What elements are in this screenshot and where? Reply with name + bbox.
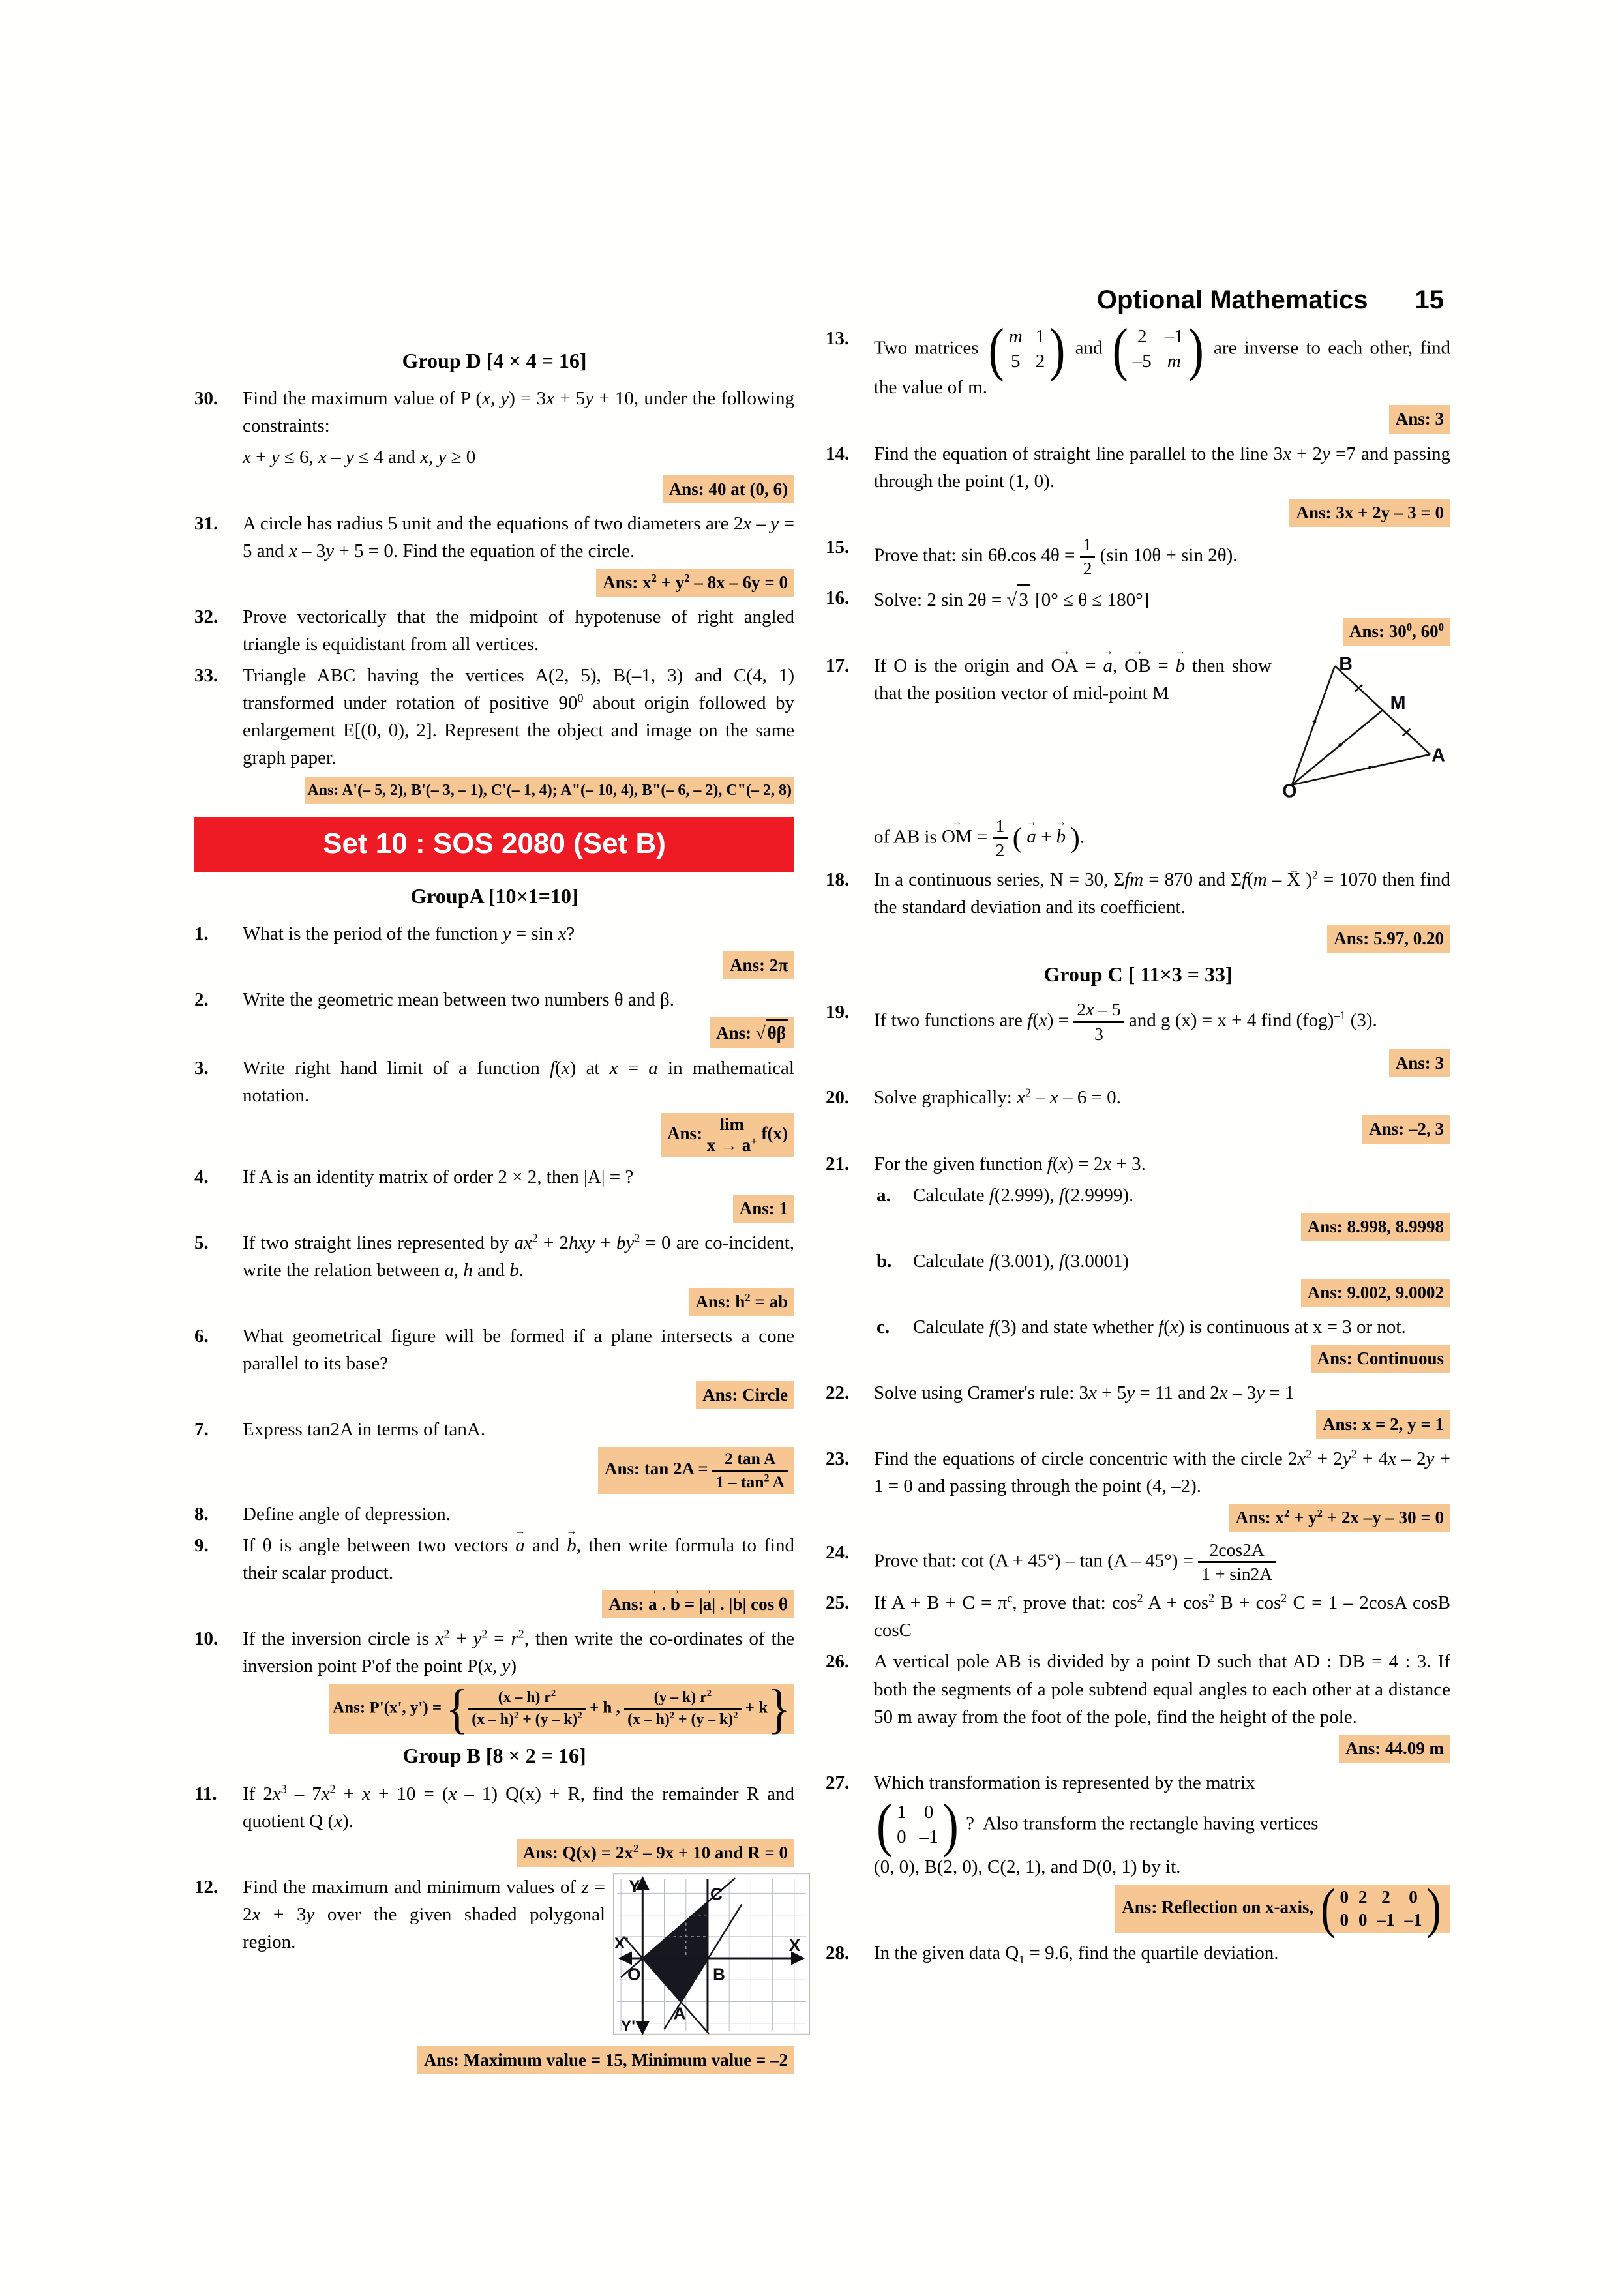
problem-25-text: If $A + B + C = \pi^c$, prove that: $\cos^2 A + \cos^2 B + \cos^2 C = 1 - 2\cos A$ cosB cosC	[874, 1591, 1450, 1641]
problem-22	[826, 1379, 1450, 1407]
problem-24-number: 24.	[826, 1542, 850, 1563]
problem-33-number: 33.	[194, 665, 218, 686]
problem-2-number: 2.	[194, 989, 209, 1011]
problem-8	[194, 1500, 794, 1528]
problem-20-number: 20.	[826, 1087, 850, 1109]
problem-6-number: 6.	[194, 1326, 209, 1347]
triangle-figure	[1282, 652, 1448, 809]
answer-13: Ans: 3	[1389, 405, 1450, 433]
answer-19: Ans: 3	[1389, 1049, 1450, 1077]
problem-3-text: Write right hand limit of a function f(x) at x = a in mathematical notation.	[243, 1057, 794, 1106]
polygon-graph-figure	[613, 1873, 810, 2042]
answer-22: Ans: x = 2, y = 1	[1316, 1410, 1450, 1439]
answer-26: Ans: 44.09 m	[1339, 1735, 1450, 1763]
problem-25	[826, 1589, 1450, 1644]
problem-9	[194, 1532, 794, 1587]
triangle-label-o: O	[1282, 781, 1297, 801]
problem-19-number: 19.	[826, 1002, 850, 1023]
problem-23-number: 23.	[826, 1448, 850, 1470]
problem-20	[826, 1084, 1450, 1111]
answer-33: Ans: A'(– 5, 2), B'(– 3, – 1), C'(– 1, 4); A"(– 10, 4), B"(– 6, – 2), C"(– 2, 8)	[305, 777, 794, 804]
answer-31: Ans: $x^2 + y^2 - 8x - 6y = 0$	[596, 569, 794, 597]
problem-17-text: If O is the origin and OA → = a →, OB → = b → then show that the position vector of mid-point M	[874, 652, 1272, 707]
group-a-heading: GroupA [10×1=10]	[410, 884, 578, 908]
problem-24	[826, 1539, 1450, 1586]
triangle-svg	[1282, 652, 1448, 801]
answer-1: Ans: 2π	[723, 951, 794, 979]
answer-20: Ans: –2, 3	[1362, 1115, 1450, 1143]
problem-5-text: If two straight lines represented by $ax^2 + 2hxy + by^2 = 0$ are co-incident, write the relation between a, h and b.	[243, 1231, 795, 1281]
problem-17-number: 17.	[826, 655, 850, 676]
problem-32-text: Prove vectorically that the midpoint of hypotenuse of right angled triangle is equidistant from all vertices.	[243, 606, 794, 655]
problem-11-number: 11.	[194, 1783, 217, 1804]
problem-13-text: Two matrices ( m 1 5 2 ) and ( 2 –1 –5 m ) are inverse to each other, find the value of m.	[874, 316, 1450, 398]
problem-26	[826, 1648, 1450, 1730]
answer-2: Ans: √ θβ	[710, 1017, 794, 1047]
problem-25-number: 25.	[826, 1592, 850, 1614]
answer-10: Ans: P'(x', y') = { $\frac{(x - h) r^2}{(x - h)^2 + (y - k)^2}$ + h , $\frac{(y - k) r^2}{(x - h)^2 + (y - k)^2}$ + k}	[329, 1684, 794, 1734]
problem-22-number: 22.	[826, 1382, 850, 1404]
problem-6-text: What geometrical figure will be formed if a plane intersects a cone parallel to its base?	[243, 1326, 794, 1375]
answer-6: Ans: Circle	[696, 1381, 794, 1409]
problem-31-number: 31.	[194, 513, 218, 534]
problem-10-number: 10.	[194, 1628, 218, 1649]
problem-21c	[876, 1313, 1450, 1341]
problem-12-text: Find the maximum and minimum values of z = 2x + 3y over the given shaded polygonal region.	[243, 1876, 605, 1952]
problem-7-text: Express tan2A in terms of tanA.	[243, 1419, 486, 1440]
problem-15-number: 15.	[826, 536, 850, 558]
problem-27-matrix-line: ( 1 0 0 –1 ) ? Also transform the rectangle having vertices	[876, 1791, 1319, 1858]
graph-label-x: X	[788, 1935, 801, 1955]
answer-4: Ans: 1	[733, 1195, 794, 1223]
problem-21-text: For the given function f(x) = 2x + 3.	[874, 1153, 1146, 1174]
group-c-heading: Group C [ 11×3 = 33]	[1043, 962, 1233, 986]
problem-11-text: If $2x^3 - 7x^2 + x + 10 = (x - 1) Q(x) + R$, find the remainder R and quotient Q (x).	[243, 1782, 794, 1832]
graph-label-y-prime: Y'	[621, 2017, 635, 2035]
problem-6	[194, 1322, 794, 1377]
answer-11: Ans: $Q(x) = 2x^2 - 9x + 10$ and R = 0	[517, 1839, 794, 1867]
problem-32	[194, 603, 794, 658]
graph-label-o: O	[627, 1964, 641, 1984]
problem-22-text: Solve using Cramer's rule: 3x + 5y = 11 and 2x – 3y = 1	[874, 1382, 1295, 1404]
problem-17	[826, 652, 1450, 862]
problem-21a	[876, 1182, 1450, 1209]
triangle-label-b: B	[1339, 653, 1353, 675]
answer-21b: Ans: 9.002, 9.0002	[1301, 1279, 1450, 1307]
answer-30: Ans: 40 at (0, 6)	[663, 475, 794, 503]
problem-4-number: 4.	[194, 1166, 209, 1187]
problem-18-number: 18.	[826, 869, 850, 890]
triangle-label-a: A	[1431, 745, 1445, 766]
problem-33-text: Triangle ABC having the vertices A(2, 5), B(–1, 3) and C(4, 1) transformed under rotation of positive $90^0$ about origin followed by enlargement E[(0, 0), 2]. Represent the object and image on the same graph paper.	[243, 665, 794, 769]
answer-12: Ans: Maximum value = 15, Minimum value = –2	[417, 2046, 794, 2074]
problem-13-number: 13.	[826, 328, 850, 349]
problem-30-text: Find the maximum value of P (x, y) = 3x + 5y + 10, under the following constraints:	[243, 388, 794, 437]
problem-27-text: Which transformation is represented by the matrix	[874, 1772, 1255, 1793]
graph-label-y: Y	[629, 1876, 640, 1896]
problem-2	[194, 986, 794, 1013]
problem-19-text: If two functions are f(x) = $\frac{2x - 5}{3}$ and g (x) = x + 4 find (fog)$^{-1}$ (3).	[874, 999, 1377, 1044]
problem-8-text: Define angle of depression.	[243, 1503, 451, 1525]
graph-label-c: C	[710, 1884, 723, 1904]
answer-27: Ans: Reflection on x-axis, ( 0 2 2 0 0 0 –1 –1 )	[1115, 1885, 1450, 1933]
problem-28-number: 28.	[826, 1943, 850, 1964]
problem-21b	[876, 1247, 1450, 1275]
problem-33	[194, 662, 794, 771]
problem-28	[826, 1939, 1450, 1968]
graph-label-b: B	[713, 1964, 725, 1984]
answer-5: Ans: $h^2$ = ab	[689, 1288, 794, 1316]
problem-3	[194, 1054, 794, 1109]
problem-14	[826, 440, 1450, 495]
problem-5-number: 5.	[194, 1232, 209, 1253]
problem-15	[826, 533, 1450, 580]
answer-14: Ans: 3x + 2y – 3 = 0	[1289, 499, 1450, 527]
problem-31	[194, 510, 794, 565]
group-b-heading: Group B [8 × 2 = 16]	[402, 1744, 586, 1768]
answer-7: Ans: tan 2A = $\frac{\text{2 tan A}}{1 - \tan^2 A}$	[598, 1447, 794, 1493]
problem-9-text: If θ is angle between two vectors a → and b →, then write formula to find their scalar product.	[243, 1532, 794, 1587]
problem-26-number: 26.	[826, 1651, 850, 1673]
problem-20-text: Solve graphically: $x^2 - x - 6 = 0$.	[874, 1086, 1121, 1109]
problem-4	[194, 1163, 794, 1191]
problem-21c-number: c.	[876, 1316, 890, 1337]
left-column	[194, 339, 801, 2081]
problem-17-formula: of AB is OM → = $\frac{1}{2}$ ( a → + b → ).	[874, 815, 1450, 862]
problem-7-number: 7.	[194, 1419, 209, 1440]
page-number: 15	[1415, 286, 1444, 314]
problem-14-number: 14.	[826, 443, 850, 464]
answer-23: Ans: $x^2 + y^2 + 2x$ –y – 30 = 0	[1229, 1504, 1450, 1532]
group-d-heading: Group D [4 × 4 = 16]	[402, 349, 587, 372]
segment-ba	[1335, 666, 1430, 754]
problem-18	[826, 866, 1450, 921]
problem-21a-text: Calculate f(2.999), f(2.9999).	[913, 1184, 1134, 1206]
answer-3: Ans: lim x → a+ f(x)	[661, 1113, 794, 1157]
answer-9: Ans: a → . b → = |a →| . |b →| cos θ	[602, 1590, 794, 1618]
problem-7	[194, 1416, 794, 1443]
problem-23-text: Find the equations of circle concentric with the circle $2x^2 + 2y^2 + 4x - 2y + 1 = 0$ and passing through the point (4, –2).	[874, 1447, 1451, 1497]
problem-16-text: Solve: 2 sin 2θ = √ 3 [0° ≤ θ ≤ 180°]	[874, 584, 1450, 614]
page-header-title: Optional Mathematics	[1096, 286, 1368, 314]
problem-9-number: 9.	[194, 1534, 209, 1556]
problem-28-text: In the given data $Q_1 = 9.6$, find the quartile deviation.	[874, 1943, 1279, 1967]
problem-27-number: 27.	[826, 1772, 850, 1793]
problem-2-text: Write the geometric mean between two numbers θ and β.	[243, 989, 675, 1011]
answer-18: Ans: 5.97, 0.20	[1327, 925, 1450, 953]
answer-21c: Ans: Continuous	[1311, 1345, 1450, 1373]
problem-1-text: What is the period of the function y = sin x?	[243, 923, 575, 945]
problem-26-text: A vertical pole AB is divided by a point D such that AD : DB = 4 : 3. If both the segments of a pole subtend equal angles to each other at a distance 50 m away from the foot of the pole, find the height of the pole.	[874, 1651, 1450, 1727]
problem-5	[194, 1229, 794, 1284]
problem-1	[194, 920, 794, 947]
answer-21a: Ans: 8.998, 8.9998	[1301, 1213, 1450, 1241]
graph-label-x-prime: X'	[614, 1934, 629, 1952]
problem-27	[826, 1769, 1450, 1797]
triangle-label-m: M	[1390, 692, 1406, 713]
problem-21b-number: b.	[876, 1250, 892, 1272]
problem-31-text: A circle has radius 5 unit and the equations of two diameters are 2x – y = 5 and x – 3y + 5 = 0. Find the equation of the circle.	[243, 513, 795, 561]
problem-10-text: If the inversion circle is $x^2 + y^2 = r^2$, then write the co-ordinates of the inversion point P'of the point P(x, y)	[243, 1627, 794, 1677]
problem-32-number: 32.	[194, 606, 218, 627]
problem-21a-number: a.	[876, 1184, 891, 1206]
problem-23	[826, 1445, 1450, 1500]
problem-21-number: 21.	[826, 1153, 850, 1174]
problem-3-number: 3.	[194, 1057, 209, 1079]
problem-27-vertices-line: (0, 0), B(2, 0), C(2, 1), and D(0, 1) by it.	[874, 1856, 1181, 1878]
problem-13	[826, 316, 1450, 401]
problem-14-text: Find the equation of straight line parallel to the line 3x + 2y =7 and passing through the point (1, 0).	[874, 443, 1450, 492]
set-banner: Set 10 : SOS 2080 (Set B)	[194, 817, 794, 872]
problem-21b-text: Calculate f(3.001), f(3.0001)	[913, 1250, 1130, 1272]
problem-16-number: 16.	[826, 587, 850, 608]
problem-12-number: 12.	[194, 1876, 218, 1898]
segment-oa	[1292, 754, 1430, 785]
problem-1-number: 1.	[194, 923, 209, 945]
problem-30-constraints: x + y ≤ 6, x – y ≤ 4 and x, y ≥ 0	[243, 447, 476, 468]
graph-label-a: A	[673, 2003, 686, 2023]
problem-15-text: Prove that: sin 6θ.cos 4θ = $\frac{1}{2}$ (sin 10θ + sin 2θ).	[874, 533, 1238, 579]
problem-11	[194, 1780, 794, 1835]
answer-16: Ans: $30^0$, $60^0$	[1343, 618, 1450, 646]
problem-18-text: In a continuous series, N = 30, Σfm = 870 and Σf(m – X̄ )$^2$ = 1070 then find the standard deviation and its coefficient.	[874, 868, 1451, 917]
problem-8-number: 8.	[194, 1503, 209, 1525]
problem-24-text: Prove that: cot (A + 45°) – tan (A – 45°) = $\frac{2\cos 2A}{1 + \sin 2A}$	[874, 1539, 1450, 1586]
problem-21c-text: Calculate f(3) and state whether f(x) is continuous at x = 3 or not.	[913, 1316, 1406, 1337]
problem-4-text: If A is an identity matrix of order 2 × 2, then |A| = ?	[243, 1166, 634, 1187]
graph-svg	[613, 1873, 810, 2035]
page-header	[823, 286, 1444, 315]
problem-30	[194, 385, 794, 440]
problem-12	[194, 1873, 801, 2042]
problem-10	[194, 1625, 794, 1680]
problem-16	[826, 584, 1450, 614]
problem-30-number: 30.	[194, 388, 218, 410]
problem-19	[826, 998, 1450, 1045]
right-column	[826, 316, 1451, 1972]
problem-21	[826, 1150, 1450, 1178]
